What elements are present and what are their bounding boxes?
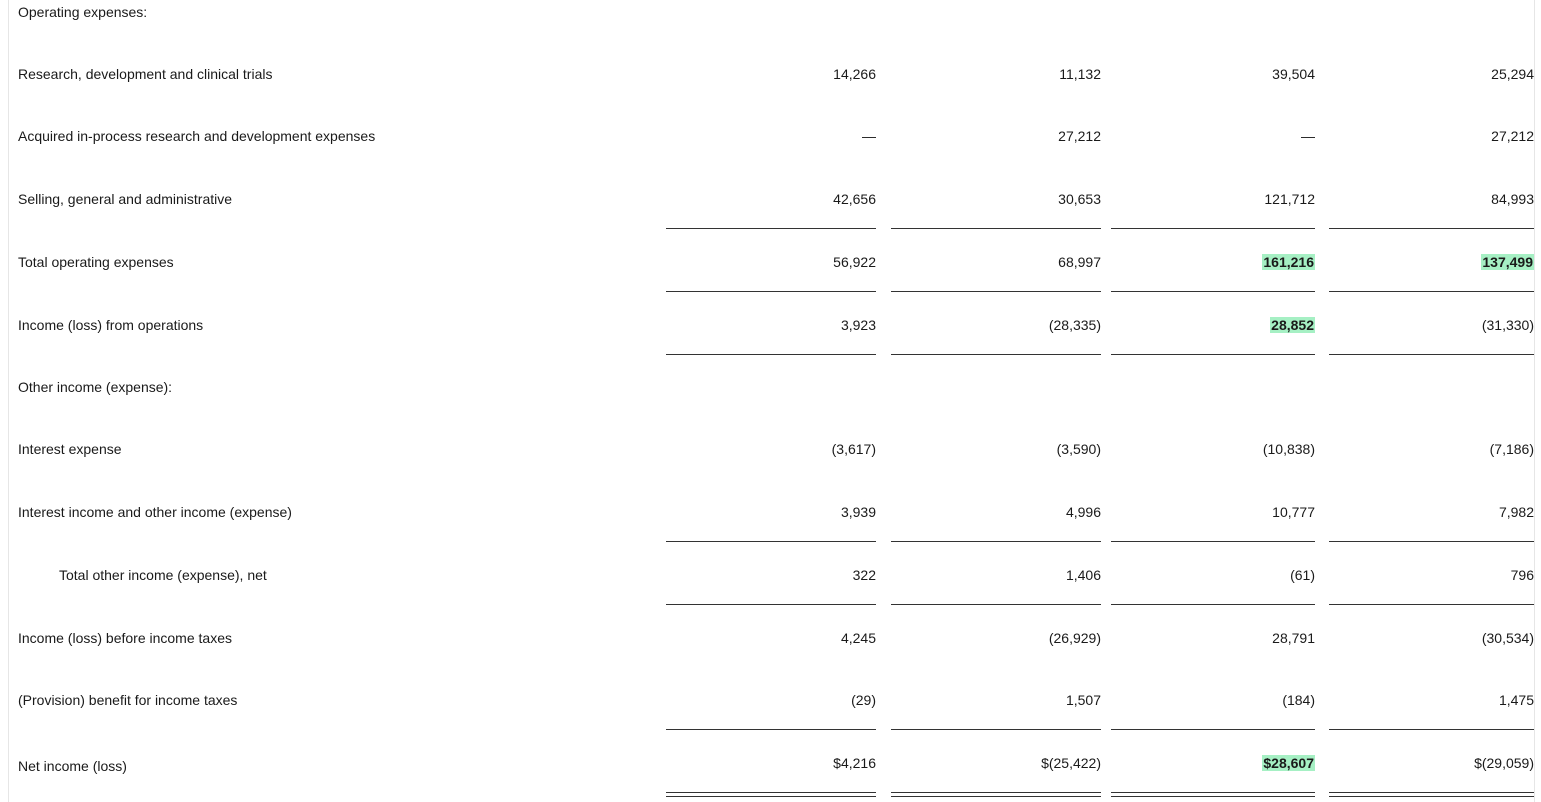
subtotal-rule	[1111, 604, 1315, 605]
table-row	[0, 437, 1541, 461]
subtotal-rule	[666, 729, 876, 730]
value-cell: 1,507	[1065, 692, 1101, 708]
value-cell: 1,475	[1498, 692, 1534, 708]
value-cell: (10,838)	[1262, 441, 1315, 457]
value-cell: (184)	[1282, 692, 1315, 708]
value-cell-highlighted	[1270, 313, 1315, 337]
value-cell-highlighted	[1481, 250, 1534, 274]
value-cell: 11,132	[1059, 66, 1101, 82]
value-cell: 39,504	[1272, 66, 1315, 82]
value-cell: 30,653	[1058, 191, 1101, 207]
subtotal-rule	[1329, 729, 1534, 730]
subtotal-rule	[1329, 604, 1534, 605]
table-row	[0, 313, 1541, 337]
value-cell: (61)	[1290, 567, 1315, 583]
table-row	[0, 688, 1541, 712]
table-row	[0, 500, 1541, 524]
statement-frame	[8, 0, 1535, 802]
value-cell: (3,617)	[831, 441, 876, 457]
value-cell: (7,186)	[1489, 441, 1534, 457]
highlight-mark: 161,216	[1263, 254, 1314, 270]
value-cell: (28,335)	[1048, 317, 1101, 333]
subtotal-rule	[666, 604, 876, 605]
section-header-other-income	[0, 375, 1541, 399]
subtotal-rule	[1111, 291, 1315, 292]
subtotal-rule	[666, 228, 876, 229]
value-cell: 1,406	[1065, 567, 1101, 583]
value-cell: 68,997	[1058, 254, 1101, 270]
row-label: (Provision) benefit for income taxes	[18, 692, 238, 708]
subtotal-rule	[891, 228, 1101, 229]
table-row	[0, 250, 1541, 274]
value-cell: (30,534)	[1481, 630, 1534, 646]
subtotal-rule	[891, 541, 1101, 542]
value-cell: $(25,422)	[1041, 755, 1101, 771]
subtotal-rule	[1111, 228, 1315, 229]
value-cell: 84,993	[1491, 191, 1534, 207]
value-cell: 7,982	[1498, 504, 1534, 520]
value-cell: (29)	[851, 692, 876, 708]
table-row	[0, 62, 1541, 86]
row-label: Other income (expense):	[18, 379, 173, 395]
highlight-mark: $28,607	[1263, 755, 1314, 771]
value-cell: 4,996	[1065, 504, 1101, 520]
value-cell: 322	[852, 567, 876, 583]
value-cell: $(29,059)	[1474, 755, 1534, 771]
highlight-mark: 28,852	[1271, 317, 1314, 333]
table-row	[0, 563, 1541, 587]
row-label: Total other income (expense), net	[59, 567, 267, 583]
value-cell: 121,712	[1264, 191, 1315, 207]
value-cell: (3,590)	[1056, 441, 1101, 457]
subtotal-rule	[666, 541, 876, 542]
subtotal-rule	[1111, 354, 1315, 355]
table-row-net-income	[0, 751, 1541, 775]
subtotal-rule	[891, 354, 1101, 355]
value-cell: (26,929)	[1048, 630, 1101, 646]
value-cell: 14,266	[833, 66, 876, 82]
value-cell: 796	[1510, 567, 1534, 583]
value-cell: 3,939	[840, 504, 876, 520]
value-cell: 56,922	[833, 254, 876, 270]
value-cell: $4,216	[833, 755, 876, 771]
total-double-rule	[1111, 792, 1315, 797]
table-row	[0, 124, 1541, 148]
row-label: Selling, general and administrative	[18, 191, 233, 207]
value-cell: 25,294	[1491, 66, 1534, 82]
row-label: Income (loss) from operations	[18, 317, 204, 333]
row-label: Interest income and other income (expense)	[18, 504, 292, 520]
total-double-rule	[666, 792, 876, 797]
value-cell: 27,212	[1058, 128, 1101, 144]
subtotal-rule	[891, 291, 1101, 292]
highlight-mark: 137,499	[1482, 254, 1533, 270]
value-cell: 27,212	[1491, 128, 1534, 144]
subtotal-rule	[1329, 541, 1534, 542]
subtotal-rule	[891, 729, 1101, 730]
row-label: Research, development and clinical trials	[18, 66, 273, 82]
subtotal-rule	[1111, 729, 1315, 730]
subtotal-rule	[666, 354, 876, 355]
value-cell-highlighted	[1262, 751, 1315, 775]
subtotal-rule	[1329, 228, 1534, 229]
subtotal-rule	[1329, 354, 1534, 355]
row-label: Interest expense	[18, 441, 122, 457]
section-header-operating-expenses	[0, 0, 1541, 24]
value-cell: 28,791	[1272, 630, 1315, 646]
value-cell: 10,777	[1272, 504, 1315, 520]
table-row	[0, 187, 1541, 211]
total-double-rule	[891, 792, 1101, 797]
value-cell: 4,245	[840, 630, 876, 646]
subtotal-rule	[1329, 291, 1534, 292]
row-label: Total operating expenses	[18, 254, 174, 270]
subtotal-rule	[1111, 541, 1315, 542]
row-label: Income (loss) before income taxes	[18, 630, 232, 646]
subtotal-rule	[666, 291, 876, 292]
total-double-rule	[1329, 792, 1534, 797]
value-cell: (31,330)	[1481, 317, 1534, 333]
row-label: Acquired in-process research and development expenses	[18, 128, 376, 144]
row-label: Operating expenses:	[18, 4, 148, 20]
value-cell-highlighted	[1262, 250, 1315, 274]
row-label: Net income (loss)	[18, 758, 127, 774]
value-cell: 42,656	[833, 191, 876, 207]
value-cell: 3,923	[840, 317, 876, 333]
value-cell: —	[862, 128, 876, 144]
table-row	[0, 626, 1541, 650]
subtotal-rule	[891, 604, 1101, 605]
value-cell: —	[1301, 128, 1315, 144]
